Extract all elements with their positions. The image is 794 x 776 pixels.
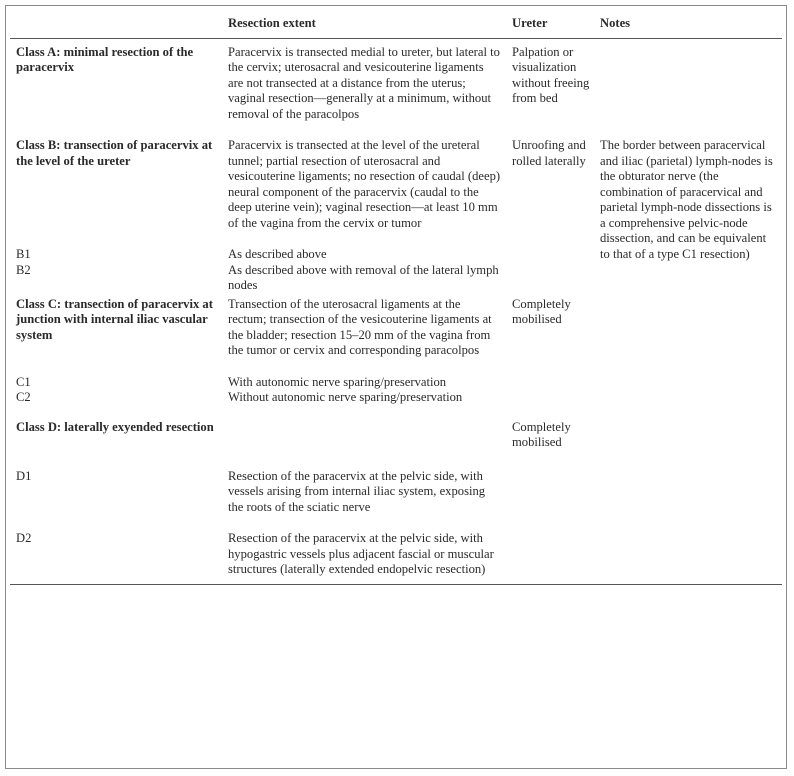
resection-extent-cell: Resection of the paracervix at the pelvic side, with hypogastric vessels plus adjacent fascial or muscular structures (laterally extended endopelvic resection) [228, 531, 494, 576]
class-label: Class D: laterally exyended resection [16, 419, 214, 434]
header-ureter: Ureter [512, 16, 548, 30]
resection-extent-cell: As described above with removal of the lateral lymph nodes [228, 262, 499, 292]
header-resection-extent: Resection extent [228, 16, 316, 30]
table-row-d2 [10, 529, 782, 584]
ureter-cell: Completely mobilised [512, 296, 571, 326]
table-row-class-d [10, 418, 782, 467]
table-row-d1 [10, 467, 782, 530]
notes-cell [594, 295, 782, 373]
resection-extent-cell: Resection of the paracervix at the pelvic side, with vessels arising from internal iliac system, exposing the roots of the sciatic nerve [228, 468, 486, 514]
table-row-c1 [10, 373, 782, 391]
ureter-cell: Unroofing and rolled laterally [512, 138, 586, 168]
ureter-cell [506, 467, 594, 530]
resection-classification-table-wrapper [10, 12, 782, 585]
class-label: Class C: transection of paracervix at junction with internal iliac vascular system [16, 296, 213, 342]
subclass-label: C2 [16, 390, 31, 404]
class-label: Class B: transection of paracervix at the level of the ureter [16, 138, 213, 168]
header-row [10, 12, 782, 38]
class-label: Class A: minimal resection of the paracervix [16, 44, 194, 74]
table-row-class-a [10, 38, 782, 134]
table-row-c2 [10, 390, 782, 418]
resection-extent-cell: Paracervix is transected medial to ureter, but lateral to the cervix; uterosacral and vesicouterine ligaments are not transected at a distance from the uterus; vaginal resection—generally at a minimum, without removal of the paracolpos [228, 44, 500, 121]
table-row-class-b [10, 134, 782, 245]
subclass-label: B2 [16, 262, 31, 277]
ureter-cell: Completely mobilised [512, 419, 571, 449]
header-class [10, 12, 222, 38]
resection-extent-cell: Paracervix is transected at the level of the ureteral tunnel; partial resection of uterosacral and vesicouterine ligaments; no resection of caudal (deep) neural component of the paracervix (caudal to the deep uterine vein); vaginal resection—at least 10 mm of the vagina from the cervix or tumor [228, 138, 501, 230]
resection-classification-table [10, 12, 782, 585]
ureter-cell [506, 390, 594, 418]
resection-extent-cell: As described above [228, 247, 327, 261]
resection-extent-cell: Transection of the uterosacral ligaments at the rectum; transection of the vesicouterine ligaments at the bladder; resection 15–20 mm of the vagina from the tumor or cervix and corresponding paracolpos [228, 296, 492, 357]
ureter-cell: Palpation or visualization without freeing from bed [512, 44, 590, 105]
notes-cell [594, 390, 782, 418]
ureter-cell [506, 245, 594, 263]
notes-cell [594, 418, 782, 467]
ureter-cell [506, 529, 594, 584]
subclass-label: D1 [16, 468, 32, 483]
ureter-cell [506, 373, 594, 391]
resection-extent-cell: With autonomic nerve sparing/preservation [228, 374, 447, 389]
notes-cell [594, 373, 782, 391]
subclass-label: B1 [16, 247, 31, 261]
ureter-cell [506, 263, 594, 295]
subclass-label: D2 [16, 531, 32, 545]
notes-cell [594, 38, 782, 134]
notes-cell [594, 467, 782, 530]
notes-cell: The border between paracervical and iliac (parietal) lymph-nodes is the obturator nerve (the combination of paracervical and parietal lymph-node dissections is a comprehensive pelvic-node dissection, and can be equivalent to that of a type C1 resection) [600, 138, 773, 261]
subclass-label: C1 [16, 374, 31, 389]
table-row-class-c [10, 295, 782, 373]
resection-extent-cell: Without autonomic nerve sparing/preservation [228, 390, 463, 404]
header-notes: Notes [600, 16, 631, 30]
notes-cell [594, 529, 782, 584]
resection-extent-cell [222, 418, 506, 467]
